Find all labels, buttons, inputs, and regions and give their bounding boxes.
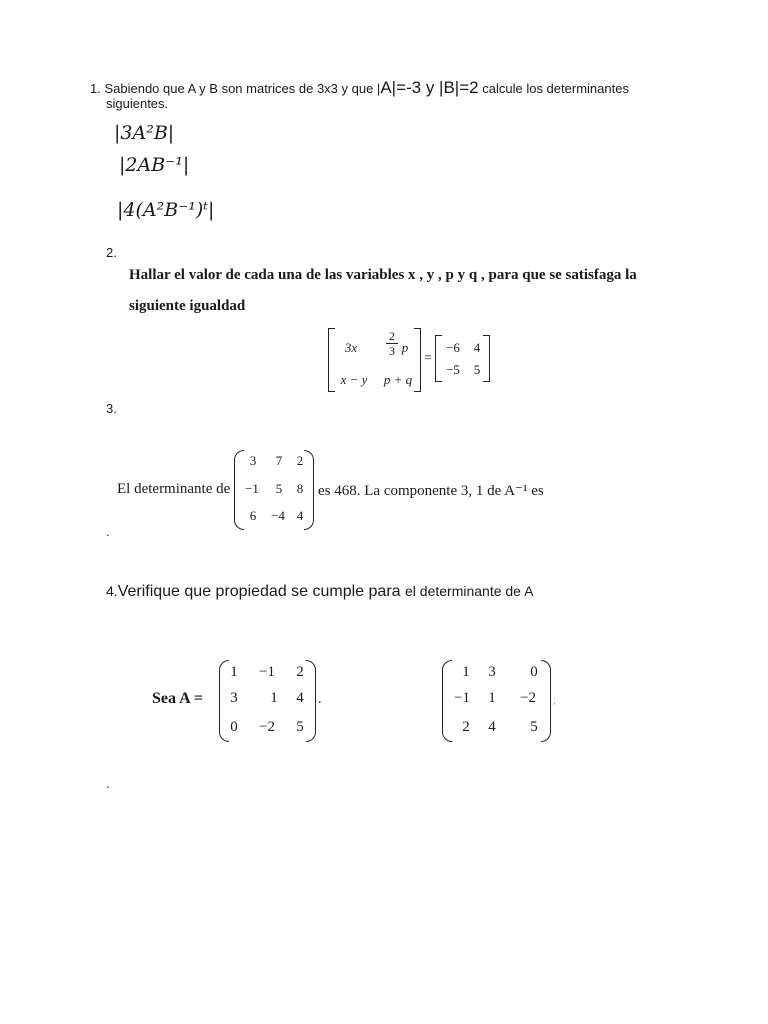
- matrix-cell: 1: [488, 690, 496, 706]
- matrix-cell: 3: [249, 453, 257, 468]
- question-3-text-before: El determinante de: [117, 481, 231, 497]
- question-1-text-a: Sabiendo que A y B son matrices de 3x3 y que |: [104, 81, 381, 96]
- matrix-cell: −5: [446, 362, 460, 377]
- sea-a-label: Sea A =: [152, 690, 203, 707]
- question-1-number: 1.: [90, 81, 101, 96]
- matrix-cell: 1: [270, 690, 278, 706]
- matrix-cell: −2: [520, 690, 536, 706]
- fraction-numerator: 2: [389, 329, 395, 343]
- matrix-cell: p + q: [383, 372, 413, 387]
- question-4-text-a: Verifique que propiedad se cumple para: [117, 583, 401, 600]
- question-1-text-b: calcule los determinantes: [482, 81, 629, 96]
- matrix-cell: 8: [296, 481, 304, 496]
- matrix-b-paren-right: [541, 660, 551, 742]
- question-3-dot: .: [106, 524, 110, 539]
- matrix-cell: 0: [230, 719, 238, 735]
- matrix-cell: −1: [259, 664, 275, 680]
- question-4-number: 4.: [106, 583, 118, 599]
- matrix-cell: 0: [530, 664, 538, 680]
- question-1-text-big: A|=-3 y |B|=2: [380, 78, 479, 97]
- question-2-text-line-1: Hallar el valor de cada una de las variables x , y , p y q , para que se satisfaga la: [129, 267, 637, 283]
- matrix-cell: 1: [462, 664, 470, 680]
- question-4-line: [106, 583, 533, 601]
- fraction-denominator: 3: [389, 344, 395, 358]
- matrix-cell: 5: [530, 719, 538, 735]
- matrix-cell: 1: [230, 664, 238, 680]
- question-4-text-b: el determinante de A: [405, 583, 534, 599]
- matrix-cell: 4: [473, 340, 481, 355]
- question-2-text-line-2: siguiente igualdad: [129, 298, 246, 314]
- matrix-cell: −1: [454, 690, 470, 706]
- matrix-a-trailing-dot: .: [318, 692, 322, 707]
- matrix-cell: x − y: [340, 372, 368, 387]
- determinant-expression-3: |4(A²B⁻¹)ᵗ|: [117, 199, 215, 221]
- determinant-expression-2: |2AB⁻¹|: [119, 154, 190, 176]
- matrix-cell: 5: [275, 481, 283, 496]
- matrix-cell: 3x: [344, 340, 358, 355]
- matrix-cell: 7: [275, 453, 283, 468]
- matrix-cell: 4: [488, 719, 496, 735]
- question-2-number: 2.: [106, 245, 117, 260]
- matrix-cell: 4: [296, 508, 304, 523]
- equals-sign: =: [424, 351, 432, 366]
- matrix-cell: 5: [296, 719, 304, 735]
- matrix-cell: 2: [462, 719, 470, 735]
- matrix-b-trailing-mark: ;: [553, 692, 557, 706]
- matrix-cell: −2: [259, 719, 275, 735]
- matrix-cell: −6: [446, 340, 460, 355]
- matrix-cell: −1: [245, 481, 259, 496]
- matrix-cell: 6: [249, 508, 257, 523]
- matrix-cell: 3: [230, 690, 238, 706]
- question-4-dot: .: [106, 776, 110, 791]
- matrix-cell: 2: [296, 453, 304, 468]
- matrix-cell: −4: [271, 508, 285, 523]
- question-1-line-1: [90, 78, 629, 98]
- fraction: [386, 330, 398, 357]
- matrix-cell: 2: [296, 664, 304, 680]
- question-3-text-after: es 468. La componente 3, 1 de A⁻¹ es: [318, 483, 544, 499]
- question-1-line-2: siguientes.: [106, 96, 169, 111]
- matrix-cell: 5: [473, 362, 481, 377]
- question-3-number: 3.: [106, 401, 117, 416]
- matrix-cell: p: [401, 340, 409, 355]
- matrix-cell: 3: [488, 664, 496, 680]
- right-matrix-bracket-right: [483, 335, 490, 382]
- matrix-cell: 4: [296, 690, 304, 706]
- determinant-expression-1: |3A²B|: [114, 122, 175, 144]
